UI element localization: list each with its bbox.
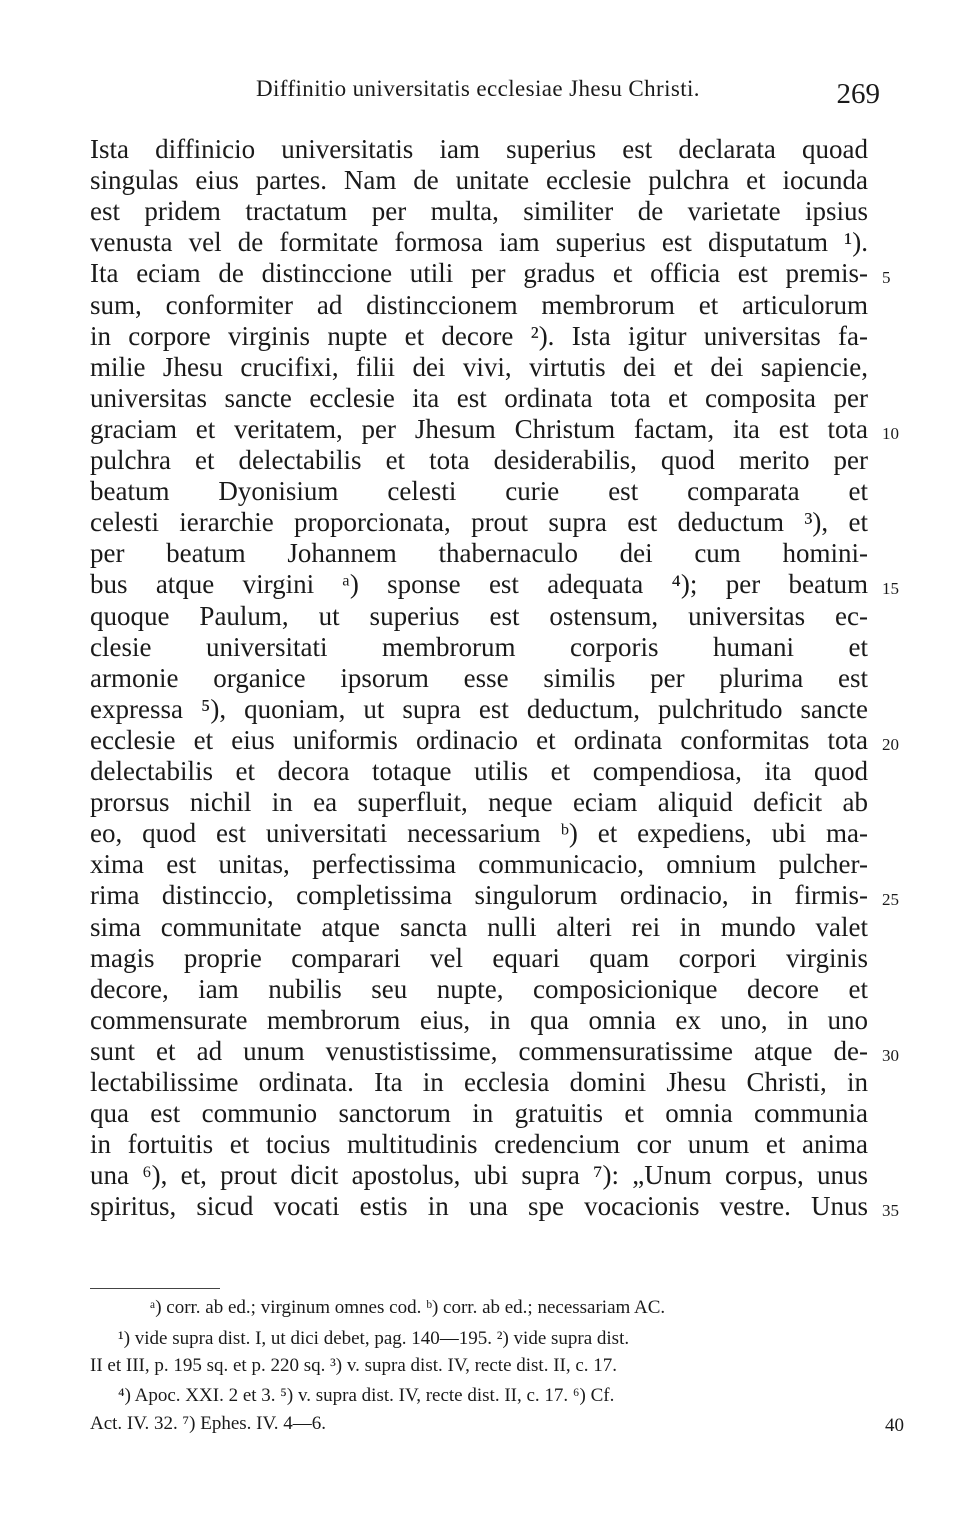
- text-line: qua est communio sanctorum in gratuitis et omnia communia: [90, 1098, 868, 1129]
- footnote-line: ⁴) Apoc. XXI. 2 et 3. ⁵) v. supra dist. IV, recte dist. II, c. 17. ⁶) Cf.: [118, 1385, 615, 1406]
- footnote-line: ¹) vide supra dist. I, ut dici debet, pag. 140—195. ²) vide supra dist.: [118, 1328, 630, 1349]
- text-line: decore, iam nubilis seu nupte, composicionique decore et: [90, 973, 868, 1004]
- text-line: armonie organice ipsorum esse similis per plurima est: [90, 662, 868, 693]
- footnote-rule: [90, 1288, 220, 1289]
- text-line: beatum Dyonisium celesti curie est comparata et: [90, 476, 868, 507]
- text-line: bus atque virgini ᵃ) sponse est adequata ⁴); per beatum: [90, 569, 868, 600]
- line-number: 30: [882, 1045, 899, 1065]
- text-line: spiritus, sicud vocati estis in una spe vocacionis vestre. Unus: [90, 1191, 868, 1222]
- text-line: in corpore virginis nupte et decore ²). Ista igitur universitas fa-: [90, 320, 868, 351]
- running-title: Diffinitio universitatis ecclesiae Jhesu Christi.: [256, 76, 700, 101]
- text-line: in fortuitis et tocius multitudinis credencium cor unum et anima: [90, 1129, 868, 1160]
- line-number: 10: [882, 423, 899, 443]
- text-line: lectabilissime ordinata. Ita in ecclesia domini Jhesu Christi, in: [90, 1067, 868, 1097]
- text-line: sima communitate atque sancta nulli alteri rei in mundo valet: [90, 911, 868, 942]
- text-line: universitas sancte ecclesie ita est ordinata tota et composita per: [90, 382, 868, 413]
- text-line: una ⁶), et, prout dicit apostolus, ubi supra ⁷): „Unum corpus, unus: [90, 1160, 868, 1191]
- text-line: graciam et veritatem, per Jhesum Christum factam, ita est tota: [90, 413, 868, 444]
- text-line: Ita eciam de distinccione utili per gradus et officia est premis-: [90, 258, 868, 289]
- text-line: ecclesie et eius uniformis ordinacio et ordinata conformitas tota: [90, 724, 868, 755]
- text-line: quoque Paulum, ut superius est ostensum, universitas ec-: [90, 600, 868, 631]
- apparatus-note: ᵃ) corr. ab ed.; virginum omnes cod. ᵇ) corr. ab ed.; necessariam AC.: [150, 1297, 666, 1318]
- text-line: prorsus nichil in ea superfluit, neque eciam aliquid deficit ab: [90, 787, 868, 818]
- text-line: commensurate membrorum eius, in qua omnia ex uno, in uno: [90, 1004, 868, 1035]
- line-number: 5: [882, 268, 891, 288]
- text-line: venusta vel de formitate formosa iam superius est disputatum ¹).: [90, 227, 868, 258]
- text-line: delectabilis et decora totaque utilis et compendiosa, ita quod: [90, 756, 868, 786]
- line-number: 15: [882, 579, 899, 599]
- footnote-line: Act. IV. 32. ⁷) Ephes. IV. 4—6.: [90, 1413, 327, 1434]
- text-line: Ista diffinicio universitatis iam superius est declarata quoad: [90, 134, 868, 164]
- line-number: 20: [882, 734, 899, 754]
- text-line: magis proprie comparari vel equari quam corpori virginis: [90, 942, 868, 973]
- text-line: rima distinccio, completissima singulorum ordinacio, in firmis-: [90, 880, 868, 911]
- line-number: 25: [882, 890, 899, 910]
- page-number: 269: [836, 78, 880, 110]
- line-number: 35: [882, 1201, 899, 1221]
- text-line: singulas eius partes. Nam de unitate ecclesie pulchra et iocunda: [90, 165, 868, 196]
- text-line: sunt et ad unum venustistissime, commensuratissime atque de-: [90, 1035, 868, 1066]
- text-line: milie Jhesu crucifixi, filii dei vivi, virtutis dei et dei sapiencie,: [90, 351, 868, 382]
- text-line: expressa ⁵), quoniam, ut supra est deductum, pulchritudo sancte: [90, 693, 868, 724]
- footnote-line: II et III, p. 195 sq. et p. 220 sq. ³) v. supra dist. IV, recte dist. II, c. 17.: [90, 1355, 618, 1376]
- text-line: pulchra et delectabilis et tota desiderabilis, quod merito per: [90, 445, 868, 475]
- text-line: per beatum Johannem thabernaculo dei cum homini-: [90, 538, 868, 569]
- text-line: xima est unitas, perfectissima communicacio, omnium pulcher-: [90, 849, 868, 880]
- page-header: [90, 74, 880, 114]
- line-number: 40: [885, 1415, 904, 1436]
- text-line: clesie universitati membrorum corporis humani et: [90, 631, 868, 662]
- text-line: est pridem tractatum per multa, similiter de varietate ipsius: [90, 196, 868, 227]
- text-line: celesti ierarchie proporcionata, prout supra est deductum ³), et: [90, 507, 868, 538]
- text-line: eo, quod est universitati necessarium ᵇ) et expediens, ubi ma-: [90, 818, 868, 849]
- text-line: sum, conformiter ad distinccionem membrorum et articulorum: [90, 289, 868, 320]
